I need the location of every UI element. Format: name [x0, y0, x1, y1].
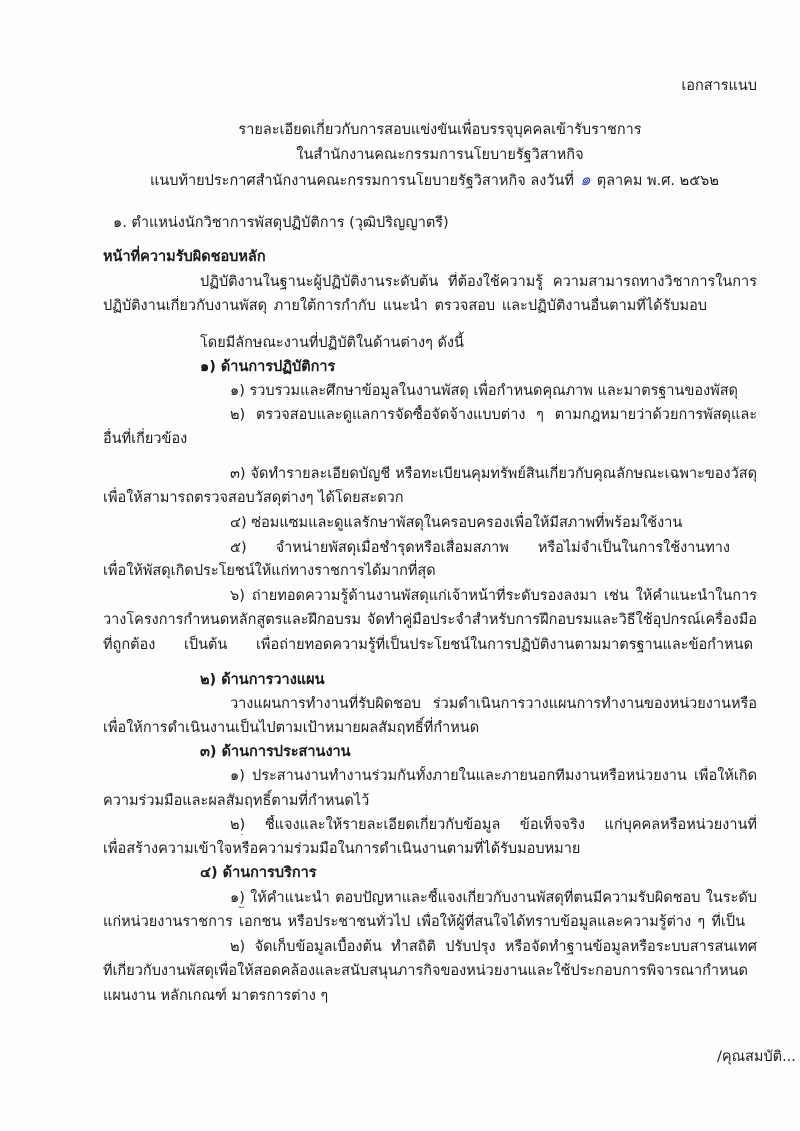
list-item: ๖) ถ่ายทอดความรู้ด้านงานพัสดุแก่เจ้าหน้าที่ระดับรองลงมา เช่น ให้คำแนะนำในการ: [230, 588, 757, 604]
list-item: ๑) ให้คำแนะนำ ตอบปัญหาและชี้แจงเกี่ยวกับงานพัสดุที่ตนมีความรับผิดชอบ ในระดับ: [230, 890, 757, 906]
paragraph-line: เพื่อให้การดำเนินงานเป็นไปตามเป้าหมายผลสัมฤทธิ์ที่กำหนด: [103, 720, 480, 736]
paragraph-line: แผนงาน หลักเกณฑ์ มาตรการต่าง ๆ: [103, 988, 329, 1004]
subheading-planning: ๒) ด้านการวางแผน: [200, 672, 325, 688]
title-line-1: รายละเอียดเกี่ยวกับการสอบแข่งขันเพื่อบรรจุบุคคลเข้ารับราชการ: [238, 122, 642, 138]
paragraph-line: เพื่อให้สามารถตรวจสอบวัสดุต่างๆ ได้โดยสะดวก: [103, 490, 404, 506]
list-item: ๒) จัดเก็บข้อมูลเบื้องต้น ทำสถิติ ปรับปรุง หรือจัดทำฐานข้อมูลหรือระบบสารสนเทศ: [230, 939, 757, 955]
paragraph-line: ที่เกี่ยวกับงานพัสดุเพื่อให้สอดคล้องและสนับสนุนภารกิจของหน่วยงานและใช้ประกอบการพิจารณากำหนด: [103, 963, 748, 979]
list-item: ๒) ตรวจสอบและดูแลการจัดซื้อจัดจ้างแบบต่าง ๆ ตามกฎหมายว่าด้วยการพัสดุและ: [230, 407, 757, 423]
paragraph-line: ปฏิบัติงานในฐานะผู้ปฏิบัติงานระดับต้น ที่ต้องใช้ความรู้ ความสามารถทางวิชาการในการ: [200, 274, 757, 290]
attachment-label: เอกสารแนบ: [681, 78, 757, 94]
title-line-3-suffix: ตุลาคม พ.ศ. ๒๕๖๒: [596, 173, 719, 189]
subheading-operations: ๑) ด้านการปฏิบัติการ: [200, 359, 336, 375]
title-line-2: ในสำนักงานคณะกรรมการนโยบายรัฐวิสาหกิจ: [296, 147, 584, 163]
list-item: ๔) ซ่อมแซมและดูแลรักษาพัสดุในครอบครองเพื่อให้มีสภาพที่พร้อมใช้งาน: [230, 515, 683, 531]
position-title: ๑. ตำแหน่งนักวิชาการพัสดุปฏิบัติการ (วุฒิปริญญาตรี): [113, 215, 449, 231]
paragraph-line: ปฏิบัติงานเกี่ยวกับงานพัสดุ ภายใต้การกำกับ แนะนำ ตรวจสอบ และปฏิบัติงานอื่นตามที่ได้รับมอบ: [103, 298, 707, 314]
paragraph-line: วางโครงการกำหนดหลักสูตรและฝึกอบรม จัดทำคู่มือประจำสำหรับการฝึกอบรมและวิธีใช้อุปกรณ์เครื่องมือ: [103, 612, 757, 628]
paragraph-line: เพื่อให้พัสดุเกิดประโยชน์ให้แก่ทางราชการได้มากที่สุด: [103, 563, 436, 579]
paragraph-line: โดยมีลักษณะงานที่ปฏิบัติในด้านต่างๆ ดังนี้: [200, 335, 464, 351]
list-item: ๑) ประสานงานทำงานร่วมกันทั้งภายในและภายนอกทีมงานหรือหน่วยงาน เพื่อให้เกิด: [230, 768, 757, 784]
list-item: ๑) รวบรวมและศึกษาข้อมูลในงานพัสดุ เพื่อกำหนดคุณภาพ และมาตรฐานของพัสดุ: [230, 383, 738, 399]
subheading-coordination: ๓) ด้านการประสานงาน: [200, 744, 351, 760]
paragraph-line: เพื่อสร้างความเข้าใจหรือความร่วมมือในการดำเนินงานตามที่ได้รับมอบหมาย: [103, 841, 581, 857]
list-item: ๓) จัดทำรายละเอียดบัญชี หรือทะเบียนคุมทรัพย์สินเกี่ยวกับคุณลักษณะเฉพาะของวัสดุ: [230, 466, 757, 482]
paragraph-line: ที่ถูกต้อง เป็นต้น เพื่อถ่ายทอดความรู้ที่เป็นประโยชน์ในการปฏิบัติงานตามมาตรฐานและข้อกำหนด: [103, 637, 753, 653]
subheading-service: ๔) ด้านการบริการ: [200, 865, 317, 881]
duties-heading: หน้าที่ความรับผิดชอบหลัก: [103, 249, 266, 265]
continuation-marker: /คุณสมบัติ...: [717, 1049, 796, 1065]
paragraph-line: ความร่วมมือและผลสัมฤทธิ์ตามที่กำหนดไว้: [103, 793, 370, 809]
handwritten-date-day: ๑: [579, 170, 591, 190]
list-item: ๕) จำหน่ายพัสดุเมื่อชำรุดหรือเสื่อมสภาพ หรือไม่จำเป็นในการใช้งานทาง: [230, 540, 730, 556]
paragraph-line: วางแผนการทำงานที่รับผิดชอบ ร่วมดำเนินการวางแผนการทำงานของหน่วยงานหรือ: [230, 696, 757, 712]
title-line-3-prefix: แนบท้ายประกาศสำนักงานคณะกรรมการนโยบายรัฐวิสาหกิจ ลงวันที่: [150, 173, 574, 189]
list-item: ๒) ชี้แจงและให้รายละเอียดเกี่ยวกับข้อมูล ข้อเท็จจริง แก่บุคคลหรือหน่วยงานที่: [230, 817, 757, 833]
paragraph-line: แก่หน่วยงานราชการ เอกชน หรือประชาชนทั่วไป เพื่อให้ผู้ที่สนใจได้ทราบข้อมูลและความรู้ต่าง ๆ ที่เป็น: [103, 914, 745, 930]
paragraph-line: อื่นที่เกี่ยวข้อง: [103, 431, 188, 447]
title-line-3: [150, 170, 719, 191]
